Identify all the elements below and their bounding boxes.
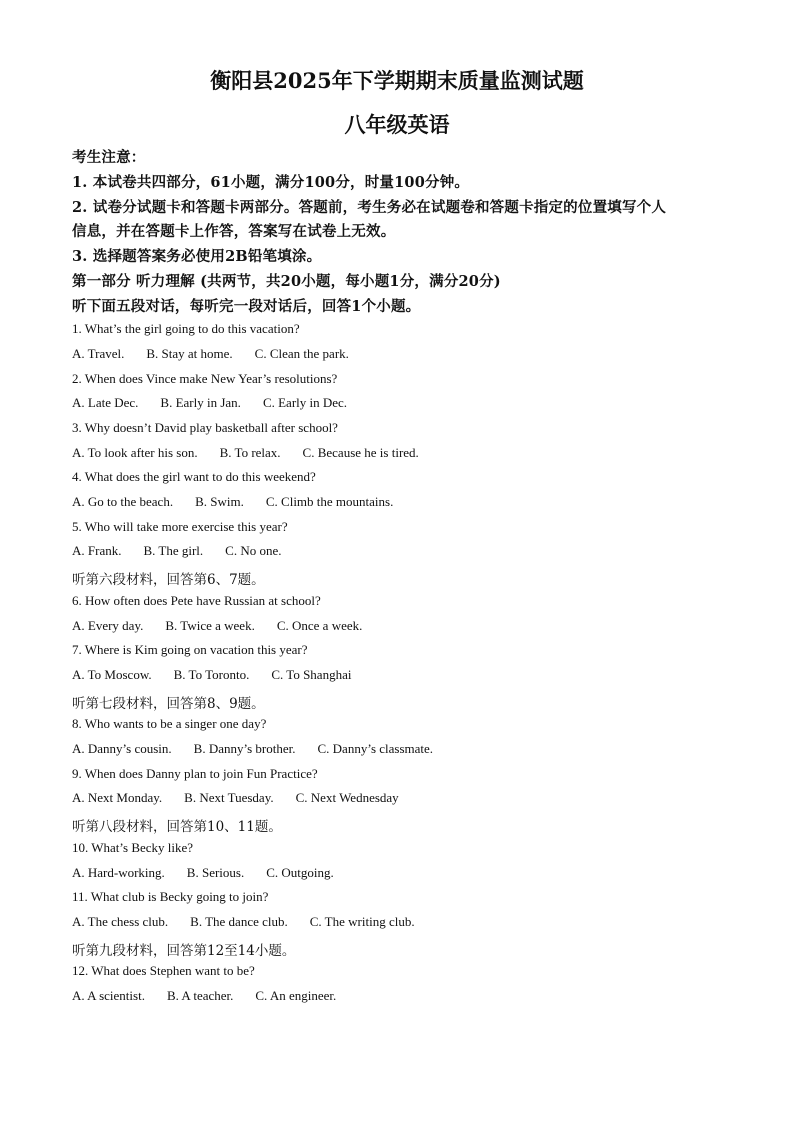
section-hint-6: 听第六段材料，回答第6、7题。 bbox=[72, 572, 265, 588]
option-c: C. Outgoing. bbox=[266, 865, 334, 880]
part1-heading: 第一部分 听力理解 (共两节，共20小题，每小题1分，满分20分) bbox=[72, 273, 501, 290]
option-c: C. Next Wednesday bbox=[295, 790, 399, 805]
option-a: A. Danny’s cousin. bbox=[72, 741, 172, 756]
option-b: B. Twice a week. bbox=[165, 618, 255, 633]
options-2 bbox=[72, 395, 347, 411]
options-11 bbox=[72, 914, 415, 930]
options-7 bbox=[72, 667, 351, 683]
option-c: C. Because he is tired. bbox=[302, 445, 419, 460]
option-b: B. Early in Jan. bbox=[160, 395, 241, 410]
option-a: A. Frank. bbox=[72, 543, 122, 558]
option-c: C. Clean the park. bbox=[254, 346, 349, 361]
section-hint-9: 听第九段材料，回答第12至14小题。 bbox=[72, 943, 296, 959]
option-a: A. The chess club. bbox=[72, 914, 169, 929]
question-2: 2. When does Vince make New Year’s resolutions? bbox=[72, 371, 338, 386]
option-b: B. Swim. bbox=[195, 494, 244, 509]
question-9: 9. When does Danny plan to join Fun Practice? bbox=[72, 766, 318, 781]
page-title: 衡阳县2025年下学期期末质量监测试题 bbox=[210, 68, 584, 93]
option-b: B. Danny’s brother. bbox=[193, 741, 296, 756]
options-9 bbox=[72, 790, 399, 806]
options-12 bbox=[72, 988, 336, 1004]
option-a: A. To Moscow. bbox=[72, 667, 152, 682]
option-b: B. To Toronto. bbox=[173, 667, 250, 682]
option-c: C. Once a week. bbox=[276, 618, 363, 633]
question-12: 12. What does Stephen want to be? bbox=[72, 963, 255, 978]
option-b: B. A teacher. bbox=[166, 988, 234, 1003]
notice-item-3: 3. 选择题答案务必使用2B铅笔填涂。 bbox=[72, 248, 322, 265]
page-subtitle: 八年级英语 bbox=[344, 112, 450, 137]
option-c: C. To Shanghai bbox=[271, 667, 352, 682]
option-c: C. Early in Dec. bbox=[262, 395, 348, 410]
question-6: 6. How often does Pete have Russian at school? bbox=[72, 593, 321, 608]
options-8 bbox=[72, 741, 433, 757]
question-5: 5. Who will take more exercise this year? bbox=[72, 519, 288, 534]
section-hint-8: 听第八段材料，回答第10、11题。 bbox=[72, 819, 282, 835]
options-3 bbox=[72, 445, 419, 461]
option-c: C. The writing club. bbox=[309, 914, 415, 929]
option-b: B. The dance club. bbox=[190, 914, 288, 929]
option-a: A. A scientist. bbox=[72, 988, 145, 1003]
question-8: 8. Who wants to be a singer one day? bbox=[72, 716, 267, 731]
option-c: C. Climb the mountains. bbox=[265, 494, 394, 509]
option-b: B. Next Tuesday. bbox=[184, 790, 274, 805]
option-c: C. An engineer. bbox=[255, 988, 337, 1003]
notice-item-2-line-2: 信息，并在答题卡上作答，答案写在试卷上无效。 bbox=[72, 223, 396, 240]
option-b: B. To relax. bbox=[219, 445, 281, 460]
question-10: 10. What’s Becky like? bbox=[72, 840, 194, 855]
question-4: 4. What does the girl want to do this weekend? bbox=[72, 469, 316, 484]
option-a: A. Every day. bbox=[72, 618, 144, 633]
options-6 bbox=[72, 618, 362, 634]
option-a: A. Hard-working. bbox=[72, 865, 165, 880]
question-7: 7. Where is Kim going on vacation this year? bbox=[72, 642, 308, 657]
notice-item-2-line-1: 2. 试卷分试题卡和答题卡两部分。答题前，考生务必在试题卷和答题卡指定的位置填写个人 bbox=[72, 199, 667, 216]
option-b: B. Serious. bbox=[186, 865, 245, 880]
notice-item-1: 1. 本试卷共四部分，61小题，满分100分，时量100分钟。 bbox=[72, 174, 470, 191]
question-1: 1. What’s the girl going to do this vacation? bbox=[72, 321, 300, 336]
option-a: A. To look after his son. bbox=[72, 445, 198, 460]
option-b: B. The girl. bbox=[143, 543, 204, 558]
part1-instruction: 听下面五段对话，每听完一段对话后，回答1个小题。 bbox=[72, 298, 421, 315]
question-3: 3. Why doesn’t David play basketball after school? bbox=[72, 420, 338, 435]
question-11: 11. What club is Becky going to join? bbox=[72, 889, 269, 904]
option-b: B. Stay at home. bbox=[146, 346, 233, 361]
option-a: A. Travel. bbox=[72, 346, 125, 361]
option-a: A. Go to the beach. bbox=[72, 494, 174, 509]
options-4 bbox=[72, 494, 393, 510]
notice-heading: 考生注意： bbox=[72, 149, 146, 166]
option-a: A. Next Monday. bbox=[72, 790, 163, 805]
options-1 bbox=[72, 346, 349, 362]
option-c: C. No one. bbox=[225, 543, 282, 558]
option-a: A. Late Dec. bbox=[72, 395, 139, 410]
options-10 bbox=[72, 865, 334, 881]
option-c: C. Danny’s classmate. bbox=[317, 741, 434, 756]
options-5 bbox=[72, 543, 282, 559]
section-hint-7: 听第七段材料，回答第8、9题。 bbox=[72, 696, 265, 712]
